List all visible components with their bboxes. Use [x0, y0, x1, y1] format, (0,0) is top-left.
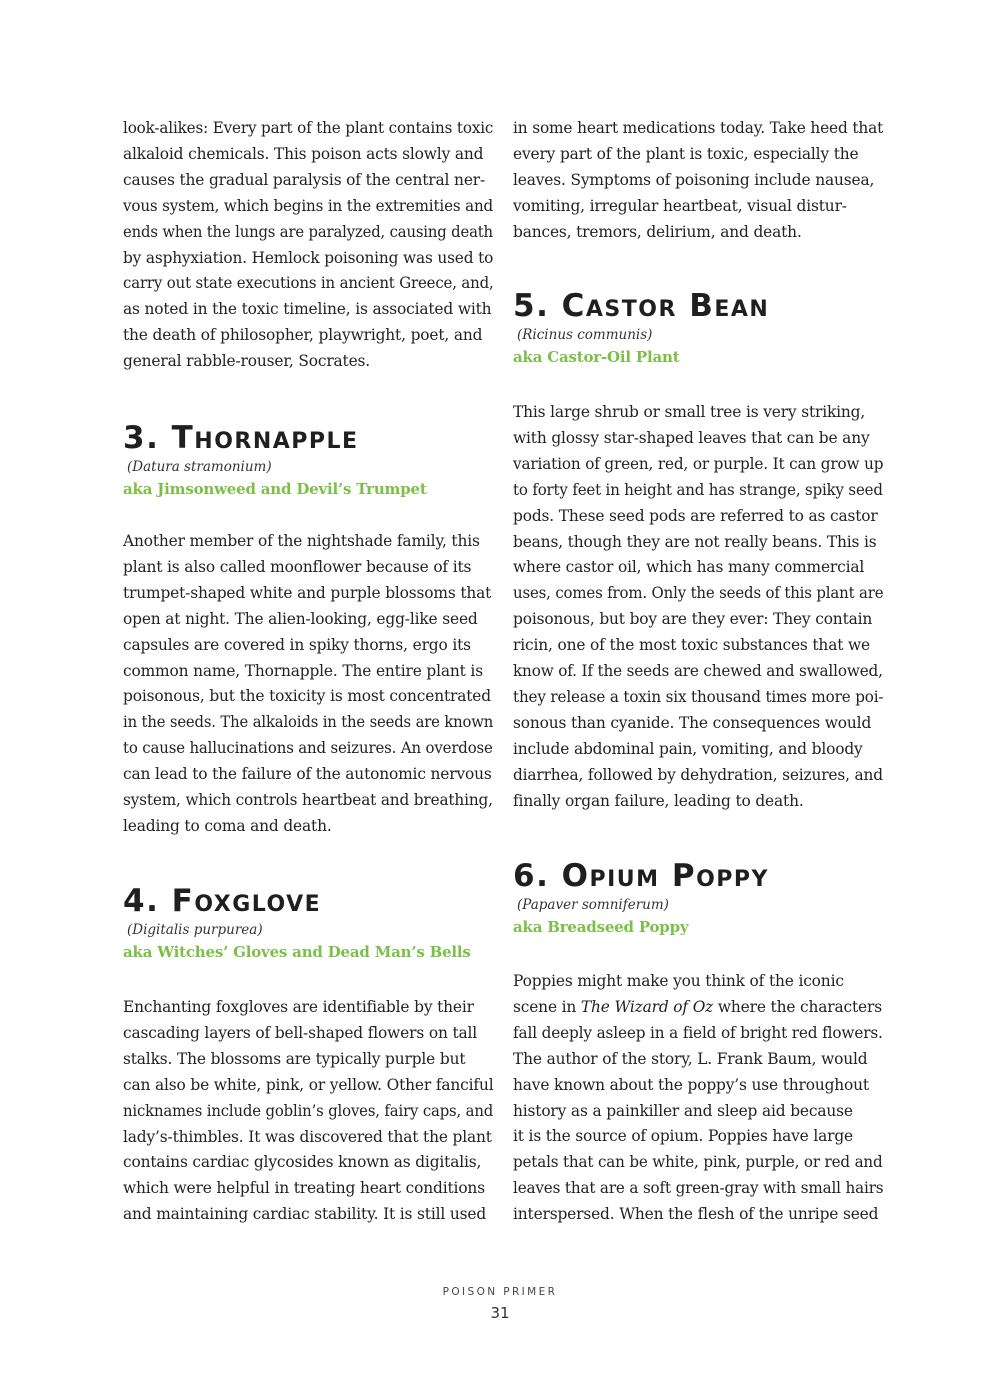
text-line: beans, though they are not really beans. This is: [513, 532, 877, 551]
aka-name: aka Witches’ Gloves and Dead Man’s Bells: [123, 943, 471, 961]
text-line: which were helpful in treating heart conditions: [123, 1179, 485, 1198]
latin-name: (Datura stramonium): [127, 459, 272, 475]
hemlock-continuation: [123, 116, 493, 375]
text-line: in some heart medications today. Take heed that: [513, 119, 884, 137]
text-line: poisonous, but boy are they ever: They contain: [513, 610, 873, 629]
text-line: open at night. The alien-looking, egg-like seed: [123, 609, 478, 628]
text-line: to cause hallucinations and seizures. An overdose: [123, 739, 493, 758]
latin-name: (Ricinus communis): [517, 327, 653, 343]
text-line: Poppies might make you think of the iconic: [513, 972, 844, 990]
paragraph: [123, 529, 493, 840]
text-line: to forty feet in height and has strange, spiky seed: [513, 480, 883, 499]
text-line: leading to coma and death.: [123, 816, 332, 835]
text-line: cascading layers of bell-shaped flowers on tall: [123, 1023, 478, 1042]
castor-bean-body: [513, 400, 883, 815]
text-line: causes the gradual paralysis of the central ner-: [123, 170, 486, 189]
text-line: with glossy star-shaped leaves that can be any: [513, 428, 870, 447]
text-line: vomiting, irregular heartbeat, visual distur-: [513, 196, 847, 215]
text-line: look-alikes: Every part of the plant contains toxic: [123, 119, 494, 137]
text-line: leaves. Symptoms of poisoning include nausea,: [513, 170, 875, 189]
entry-title: 5. Castor Bean: [513, 288, 770, 324]
entry-title: 3. Thornapple: [123, 420, 359, 456]
castor-bean-heading: [513, 289, 883, 368]
paragraph: [513, 116, 883, 246]
text-line: can lead to the failure of the autonomic nervous: [123, 765, 492, 784]
text-line: nicknames include goblin’s gloves, fairy caps, and: [123, 1101, 494, 1120]
thornapple-heading: [123, 421, 493, 500]
text-line: ends when the lungs are paralyzed, causing death: [123, 222, 493, 241]
paragraph: [123, 995, 493, 1228]
text-line: variation of green, red, or purple. It can grow up: [513, 454, 884, 473]
foxglove-body: [123, 995, 493, 1228]
entry-title: 4. Foxglove: [123, 883, 322, 919]
paragraph: [513, 969, 883, 1228]
paragraph: [123, 116, 493, 375]
text-line: by asphyxiation. Hemlock poisoning was used to: [123, 248, 494, 267]
foxglove-continuation: [513, 116, 883, 246]
latin-name: (Digitalis purpurea): [127, 922, 263, 938]
text-line: finally organ failure, leading to death.: [513, 791, 804, 810]
text-line: know of. If the seeds are chewed and swallowed,: [513, 662, 883, 681]
text-line: stalks. The blossoms are typically purple but: [123, 1049, 466, 1068]
text-line: [513, 995, 883, 1021]
text-line: carry out state executions in ancient Greece, and,: [123, 274, 494, 293]
text-line: sonous than cyanide. The consequences would: [513, 713, 872, 732]
text-line: they release a toxin six thousand times more poi-: [513, 687, 884, 706]
foxglove-heading: [123, 884, 493, 963]
opium-poppy-heading: [513, 859, 883, 938]
text-line: in the seeds. The alkaloids in the seeds are known: [123, 713, 494, 732]
text-line: history as a painkiller and sleep aid because: [513, 1101, 853, 1120]
text-line: petals that can be white, pink, purple, or red and: [513, 1153, 883, 1172]
text-line: plant is also called moonflower because of its: [123, 557, 472, 576]
text-fragment: where the characters: [713, 997, 882, 1016]
text-line: The author of the story, L. Frank Baum, would: [513, 1049, 868, 1068]
text-line: system, which controls heartbeat and breathing,: [123, 791, 493, 810]
text-line: leaves that are a soft green-gray with small hairs: [513, 1179, 884, 1198]
text-line: every part of the plant is toxic, especially the: [513, 144, 859, 163]
text-line: pods. These seed pods are referred to as castor: [513, 506, 878, 525]
page-number: 31: [490, 1304, 510, 1322]
text-line: where castor oil, which has many commercial: [513, 558, 865, 577]
text-line: poisonous, but the toxicity is most concentrated: [123, 687, 491, 706]
text-line: Enchanting foxgloves are identifiable by their: [123, 998, 474, 1016]
paragraph: [513, 400, 883, 815]
text-line: have known about the poppy’s use throughout: [513, 1075, 869, 1094]
text-line: uses, comes from. Only the seeds of this plant are: [513, 584, 884, 603]
text-fragment: scene in: [513, 997, 581, 1016]
text-line: contains cardiac glycosides known as digitalis,: [123, 1153, 482, 1172]
aka-name: aka Breadseed Poppy: [513, 918, 689, 936]
text-line: lady’s-thimbles. It was discovered that the plant: [123, 1127, 492, 1146]
text-line: This large shrub or small tree is very striking,: [513, 403, 866, 421]
latin-name: (Papaver somniferum): [517, 897, 669, 913]
text-line: Another member of the nightshade family, this: [123, 532, 480, 550]
text-line: it is the source of opium. Poppies have large: [513, 1127, 854, 1146]
text-line: include abdominal pain, vomiting, and bloody: [513, 739, 863, 758]
opium-poppy-body: [513, 969, 883, 1228]
text-line: trumpet-shaped white and purple blossoms that: [123, 583, 492, 602]
running-head: POISON PRIMER: [442, 1286, 558, 1298]
text-line: common name, Thornapple. The entire plant is: [123, 661, 483, 680]
text-line: bances, tremors, delirium, and death.: [513, 222, 802, 241]
text-line: and maintaining cardiac stability. It is still used: [123, 1205, 487, 1224]
text-line: interspersed. When the flesh of the unripe seed: [513, 1205, 879, 1224]
text-line: the death of philosopher, playwright, poet, and: [123, 326, 483, 345]
text-line: vous system, which begins in the extremities and: [123, 196, 494, 215]
aka-name: aka Jimsonweed and Devil’s Trumpet: [123, 480, 427, 498]
text-line: diarrhea, followed by dehydration, seizures, and: [513, 765, 883, 784]
text-line: can also be white, pink, or yellow. Other fanciful: [123, 1075, 494, 1094]
aka-name: aka Castor-Oil Plant: [513, 348, 680, 366]
text-line: fall deeply asleep in a field of bright red flowers.: [513, 1023, 883, 1042]
text-line: as noted in the toxic timeline, is associated with: [123, 300, 492, 319]
text-line: ricin, one of the most toxic substances that we: [513, 636, 870, 655]
text-line: capsules are covered in spiky thorns, ergo its: [123, 635, 471, 654]
text-line: general rabble-rouser, Socrates.: [123, 352, 371, 371]
thornapple-body: [123, 529, 493, 840]
entry-title: 6. Opium Poppy: [513, 858, 769, 894]
book-title: The Wizard of Oz: [580, 997, 714, 1016]
text-line: alkaloid chemicals. This poison acts slowly and: [123, 144, 484, 163]
